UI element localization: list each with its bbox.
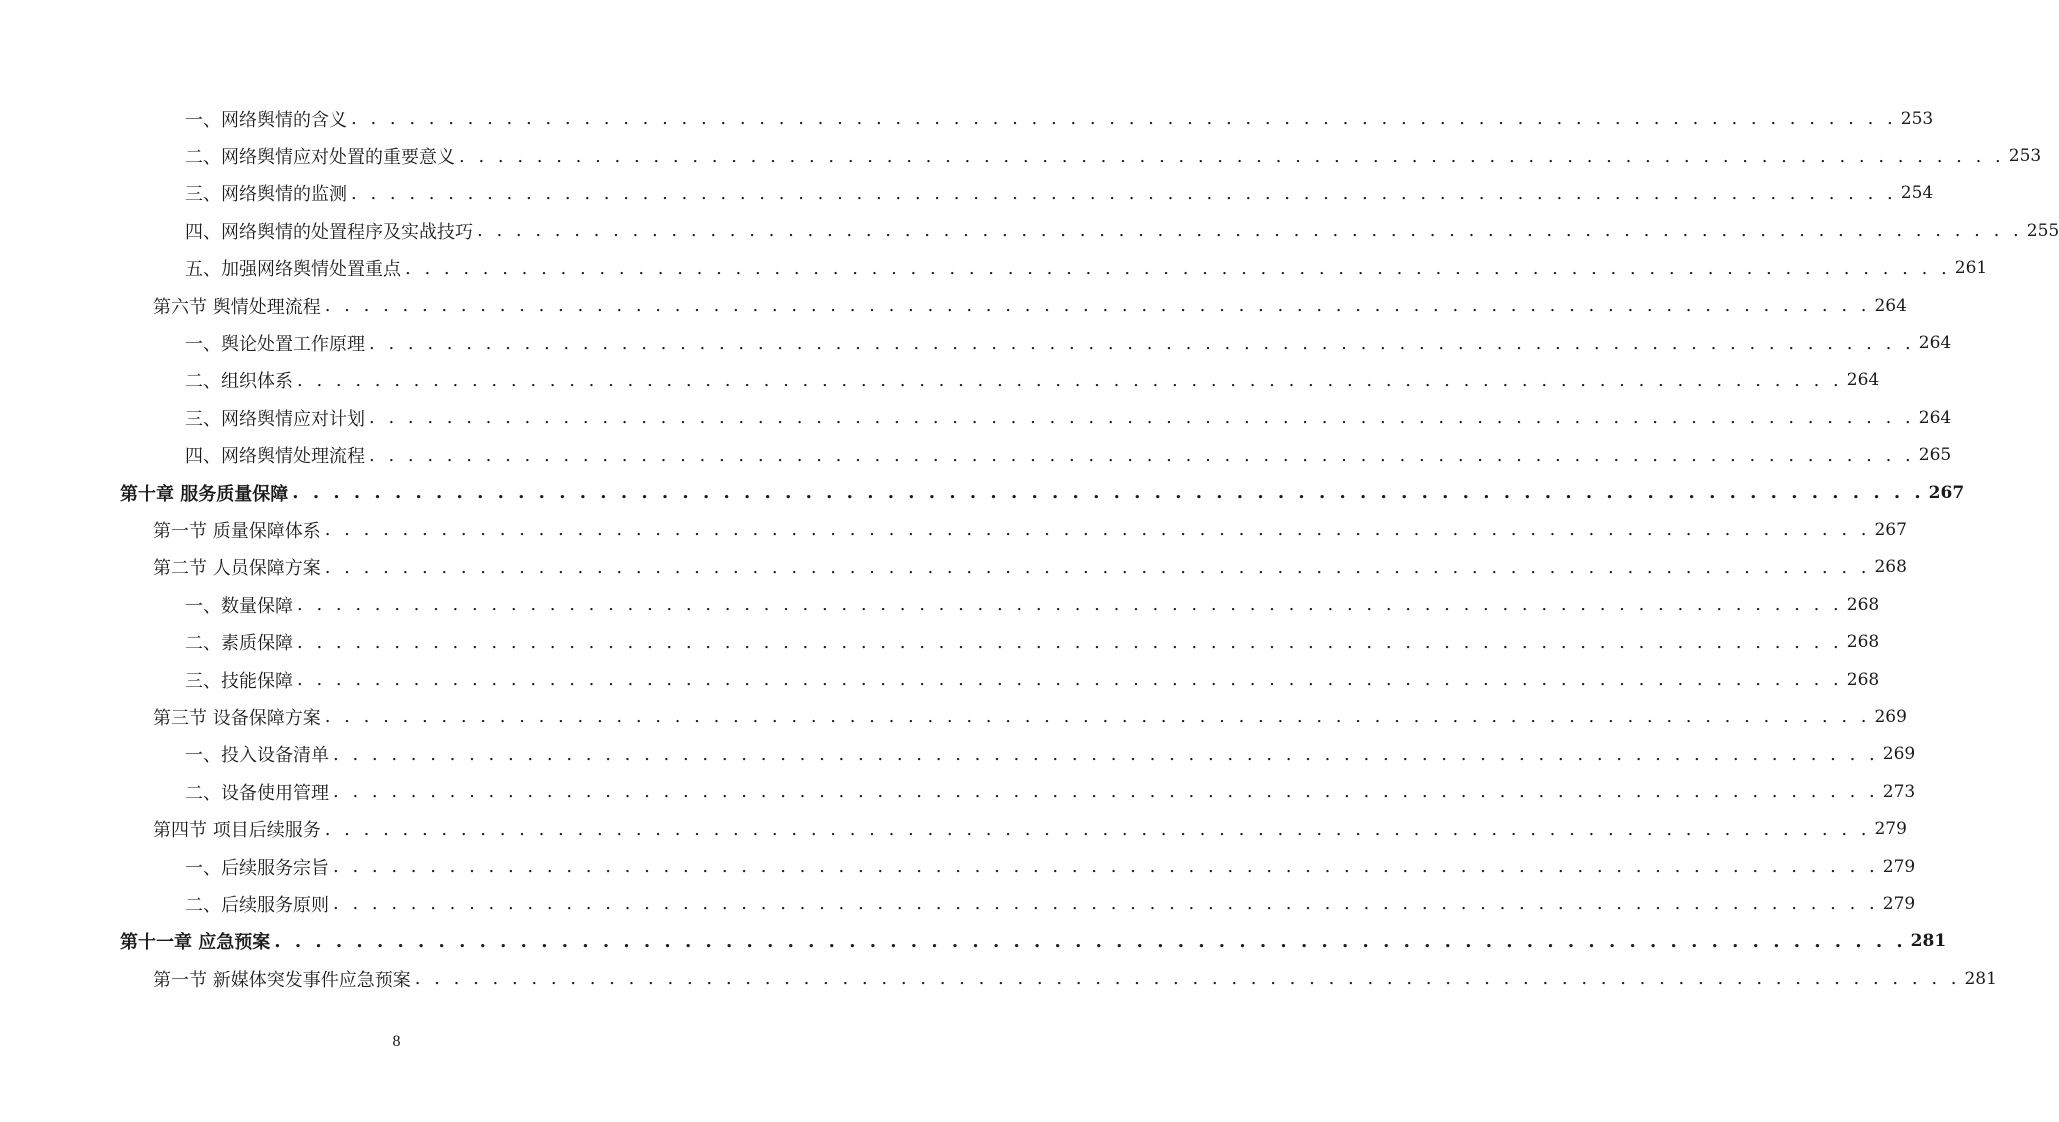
toc-entry-title: 第十一章 应急预案 [120,932,271,954]
toc-chapter-entry[interactable] [0,474,1965,511]
toc-subsection-entry[interactable] [0,324,1952,361]
toc-entry-title: 二、后续服务原则 [185,894,329,916]
toc-entry-title: 二、组织体系 [185,371,293,393]
toc-entry-page: 264 [1918,407,1952,428]
toc-entry-title: 第一节 质量保障体系 [153,520,321,542]
toc-dot-leader: . . . . . . . . . . . . . . . . . . . . . . . . . . . . . . . . . . . . . . . . . . . . . . . . . . . . . . . . . . . . . . . . . . . . . . . . . . . . . . . . [292,482,1925,504]
toc-entry-title: 三、网络舆情应对计划 [185,408,365,430]
toc-entry-page: 279 [1882,893,1916,914]
toc-dot-leader: . . . . . . . . . . . . . . . . . . . . . . . . . . . . . . . . . . . . . . . . . . . . . . . . . . . . . . . . . . . . . . . . . . . . . . . . . . . . . . . . [324,706,1871,728]
toc-dot-leader: . . . . . . . . . . . . . . . . . . . . . . . . . . . . . . . . . . . . . . . . . . . . . . . . . . . . . . . . . . . . . . . . . . . . . . . . . . . . . . . . [477,220,2023,242]
toc-subsection-entry[interactable] [0,586,1880,623]
toc-subsection-entry[interactable] [0,437,1952,474]
toc-subsection-entry[interactable] [0,399,1952,436]
toc-section-entry[interactable] [0,810,1907,847]
table-of-contents [0,100,2059,997]
toc-dot-leader: . . . . . . . . . . . . . . . . . . . . . . . . . . . . . . . . . . . . . . . . . . . . . . . . . . . . . . . . . . . . . . . . . . . . . . . . . . . . . . . . [333,856,1879,877]
toc-entry-page: 269 [1882,744,1916,765]
toc-dot-leader: . . . . . . . . . . . . . . . . . . . . . . . . . . . . . . . . . . . . . . . . . . . . . . . . . . . . . . . . . . . . . . . . . . . . . . . . . . . . . . . . [297,369,1843,391]
toc-section-entry[interactable] [0,287,1907,324]
toc-entry-title: 第六节 舆情处理流程 [153,296,321,318]
toc-entry-title: 四、网络舆情处理流程 [185,446,365,468]
toc-entry-page: 265 [1918,445,1952,466]
toc-entry-page: 255 [2026,220,2059,241]
toc-dot-leader: . . . . . . . . . . . . . . . . . . . . . . . . . . . . . . . . . . . . . . . . . . . . . . . . . . . . . . . . . . . . . . . . . . . . . . . . . . . . . . . . [324,519,1871,541]
toc-entry-page: 253 [1900,108,1934,129]
toc-section-entry[interactable] [0,698,1907,735]
toc-subsection-entry[interactable] [0,736,1916,773]
toc-entry-page: 264 [1846,370,1880,391]
toc-entry-page: 281 [1910,931,1947,952]
toc-subsection-entry[interactable] [0,885,1916,922]
toc-subsection-entry[interactable] [0,250,1988,287]
toc-section-entry[interactable] [0,960,1997,997]
toc-dot-leader: . . . . . . . . . . . . . . . . . . . . . . . . . . . . . . . . . . . . . . . . . . . . . . . . . . . . . . . . . . . . . . . . . . . . . . . . . . . . . . . . [369,332,1915,354]
toc-entry-page: 267 [1928,482,1965,503]
toc-dot-leader: . . . . . . . . . . . . . . . . . . . . . . . . . . . . . . . . . . . . . . . . . . . . . . . . . . . . . . . . . . . . . . . . . . . . . . . . . . . . . . . . [333,743,1879,765]
toc-entry-page: 267 [1874,519,1907,540]
toc-dot-leader: . . . . . . . . . . . . . . . . . . . . . . . . . . . . . . . . . . . . . . . . . . . . . . . . . . . . . . . . . . . . . . . . . . . . . . . . . . . . . . . . [351,108,1897,130]
toc-entry-title: 二、设备使用管理 [185,782,329,804]
toc-dot-leader: . . . . . . . . . . . . . . . . . . . . . . . . . . . . . . . . . . . . . . . . . . . . . . . . . . . . . . . . . . . . . . . . . . . . . . . . . . . . . . . . [297,669,1843,691]
toc-entry-page: 279 [1874,819,1907,840]
toc-entry-page: 254 [1900,183,1934,204]
toc-entry-page: 264 [1874,295,1907,316]
toc-dot-leader: . . . . . . . . . . . . . . . . . . . . . . . . . . . . . . . . . . . . . . . . . . . . . . . . . . . . . . . . . . . . . . . . . . . . . . . . . . . . . . . . [369,444,1915,466]
toc-entry-page: 264 [1918,333,1952,354]
toc-entry-title: 第一节 新媒体突发事件应急预案 [153,969,411,991]
toc-dot-leader: . . . . . . . . . . . . . . . . . . . . . . . . . . . . . . . . . . . . . . . . . . . . . . . . . . . . . . . . . . . . . . . . . . . . . . . . . . . . . . . . [297,594,1843,616]
toc-dot-leader: . . . . . . . . . . . . . . . . . . . . . . . . . . . . . . . . . . . . . . . . . . . . . . . . . . . . . . . . . . . . . . . . . . . . . . . . . . . . . . . . [324,295,1871,317]
toc-entry-title: 二、素质保障 [185,633,293,655]
toc-subsection-entry[interactable] [0,661,1880,698]
toc-dot-leader: . . . . . . . . . . . . . . . . . . . . . . . . . . . . . . . . . . . . . . . . . . . . . . . . . . . . . . . . . . . . . . . . . . . . . . . . . . . . . . . . [333,893,1879,915]
toc-dot-leader: . . . . . . . . . . . . . . . . . . . . . . . . . . . . . . . . . . . . . . . . . . . . . . . . . . . . . . . . . . . . . . . . . . . . . . . . . . . . . . . . [414,968,1961,990]
toc-entry-title: 一、网络舆情的含义 [185,109,347,131]
toc-entry-page: 279 [1882,856,1916,877]
toc-entry-page: 281 [1964,968,1997,989]
toc-entry-title: 第十章 服务质量保障 [120,483,289,505]
toc-dot-leader: . . . . . . . . . . . . . . . . . . . . . . . . . . . . . . . . . . . . . . . . . . . . . . . . . . . . . . . . . . . . . . . . . . . . . . . . . . . . . . . . [333,781,1879,803]
toc-subsection-entry[interactable] [0,212,2059,249]
toc-subsection-entry[interactable] [0,175,1934,212]
toc-entry-title: 一、数量保障 [185,595,293,617]
toc-subsection-entry[interactable] [0,623,1880,660]
toc-entry-title: 一、投入设备清单 [185,745,329,767]
toc-dot-leader: . . . . . . . . . . . . . . . . . . . . . . . . . . . . . . . . . . . . . . . . . . . . . . . . . . . . . . . . . . . . . . . . . . . . . . . . . . . . . . . . [351,182,1897,204]
toc-entry-title: 第三节 设备保障方案 [153,707,321,729]
toc-dot-leader: . . . . . . . . . . . . . . . . . . . . . . . . . . . . . . . . . . . . . . . . . . . . . . . . . . . . . . . . . . . . . . . . . . . . . . . . . . . . . . . . [324,818,1871,840]
toc-entry-title: 二、网络舆情应对处置的重要意义 [185,147,455,169]
toc-entry-title: 五、加强网络舆情处置重点 [185,259,401,281]
toc-entry-page: 268 [1846,632,1880,653]
toc-section-entry[interactable] [0,511,1907,548]
toc-entry-title: 四、网络舆情的处置程序及实战技巧 [185,221,473,243]
toc-entry-title: 三、技能保障 [185,670,293,692]
toc-entry-page: 253 [2008,146,2042,167]
toc-entry-page: 268 [1846,669,1880,690]
toc-entry-page: 273 [1882,781,1916,802]
toc-subsection-entry[interactable] [0,137,2042,174]
toc-dot-leader: . . . . . . . . . . . . . . . . . . . . . . . . . . . . . . . . . . . . . . . . . . . . . . . . . . . . . . . . . . . . . . . . . . . . . . . . . . . . . . . . [459,145,2005,167]
toc-entry-page: 268 [1846,594,1880,615]
toc-entry-title: 一、舆论处置工作原理 [185,334,365,356]
toc-subsection-entry[interactable] [0,773,1916,810]
toc-dot-leader: . . . . . . . . . . . . . . . . . . . . . . . . . . . . . . . . . . . . . . . . . . . . . . . . . . . . . . . . . . . . . . . . . . . . . . . . . . . . . . . . [369,407,1915,429]
page-number: 8 [392,1033,401,1050]
toc-dot-leader: . . . . . . . . . . . . . . . . . . . . . . . . . . . . . . . . . . . . . . . . . . . . . . . . . . . . . . . . . . . . . . . . . . . . . . . . . . . . . . . . [274,930,1907,952]
toc-entry-page: 268 [1874,557,1907,578]
toc-entry-title: 一、后续服务宗旨 [185,857,329,879]
toc-subsection-entry[interactable] [0,362,1880,399]
toc-chapter-entry[interactable] [0,923,1947,960]
toc-subsection-entry[interactable] [0,100,1934,137]
toc-subsection-entry[interactable] [0,848,1916,885]
toc-entry-page: 269 [1874,706,1907,727]
toc-entry-title: 第二节 人员保障方案 [153,558,321,580]
toc-entry-title: 三、网络舆情的监测 [185,184,347,206]
toc-entry-title: 第四节 项目后续服务 [153,820,321,842]
toc-section-entry[interactable] [0,549,1907,586]
toc-dot-leader: . . . . . . . . . . . . . . . . . . . . . . . . . . . . . . . . . . . . . . . . . . . . . . . . . . . . . . . . . . . . . . . . . . . . . . . . . . . . . . . . [324,556,1871,578]
toc-dot-leader: . . . . . . . . . . . . . . . . . . . . . . . . . . . . . . . . . . . . . . . . . . . . . . . . . . . . . . . . . . . . . . . . . . . . . . . . . . . . . . . . [297,631,1843,653]
toc-dot-leader: . . . . . . . . . . . . . . . . . . . . . . . . . . . . . . . . . . . . . . . . . . . . . . . . . . . . . . . . . . . . . . . . . . . . . . . . . . . . . . . . [405,257,1951,279]
toc-entry-page: 261 [1954,258,1988,279]
